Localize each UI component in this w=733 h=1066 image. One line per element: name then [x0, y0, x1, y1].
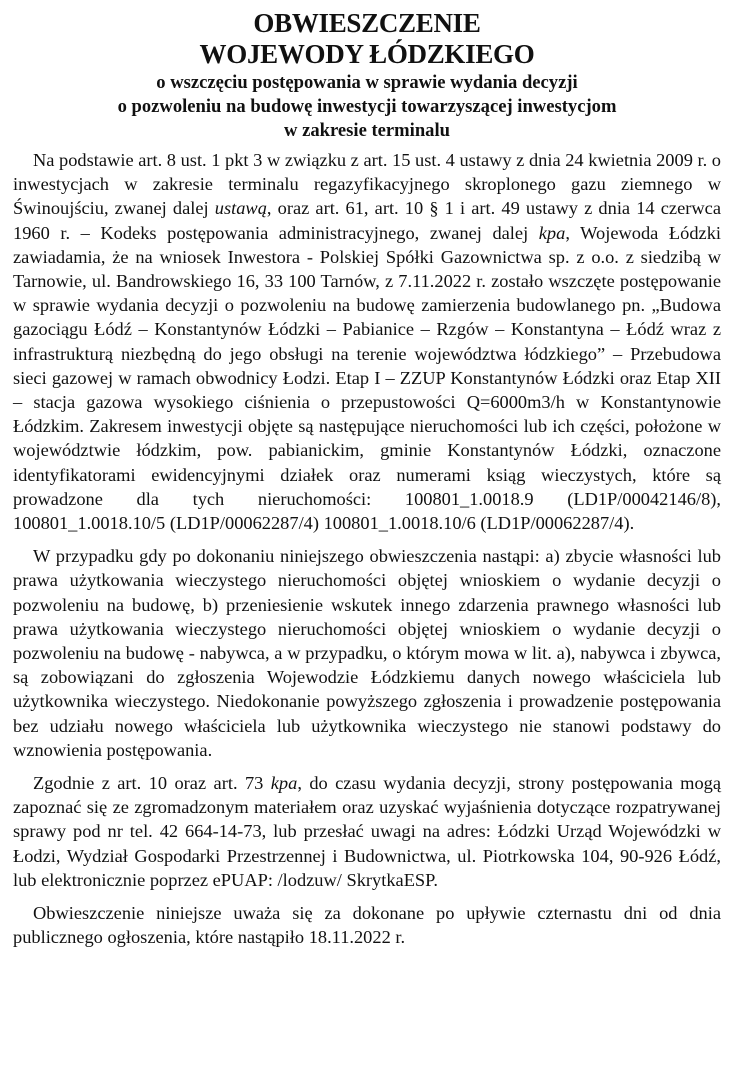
paragraph-1-text-c: , Wojewoda Łódzki zawiadamia, że na wniosek Inwestora - Polskiej Spółki Gazownictwa sp. z o.o. z siedzibą w Tarnowie, ul. Bandrowskiego 16, 33 100 Tarnów, z 7.11.2022 r. zostało wszczęte postępowanie w sprawie wydania decyzji o pozwoleniu na budowę zamierzenia budowlanego pn. „Budowa gazociągu Łódź – Konstantynów Łódzki – Pabianice – Rzgów – Konstantyna – Łódź wraz z infrastrukturą niezbędną do jego obsługi na terenie województwa łódzkiego” – Przebudowa sieci gazowej w ramach obwodnicy Łodzi. Etap I – ZZUP Konstantynów Łódzki oraz Etap XII – stacja gazowa wysokiego ciśnienia o przepustowości Q=6000m3/h w Konstantynowie Łódzkim. Zakresem inwestycji objęte są następujące nieruchomości lub ich części, położone w województwie łódzkim, pow. pabianickim, gminie Konstantynów Łódzki, oznaczone identyfikatorami ewidencyjnymi działek oraz numerami ksiąg wieczystych, które są prowadzone dla tych nieruchomości: 100801_1.0018.9 (LD1P/00042146/8), 100801_1.0018.10/5 (LD1P/00062287/4) 100801_1.0018.10/6 (LD1P/00062287/4).	[13, 222, 721, 534]
subtitle-line-3: w zakresie terminalu	[284, 120, 450, 141]
paragraph-1-text-a: Na podstawie art. 8 ust. 1 pkt 3 w związku z art. 15 ust. 4 ustawy z dnia 24 kwietnia 2009 r. o inwestycjach w zakresie terminalu regazyfikacyjnego skroplonego gazu ziemnego w Świnoujściu, zwanej dalej	[13, 150, 721, 219]
announcement-header	[13, 8, 721, 142]
paragraph-1-italic-kpa: kpa	[538, 222, 566, 243]
paragraph-3-italic-kpa: kpa	[270, 773, 298, 794]
paragraph-3-text-a: Zgodnie z art. 10 oraz art. 73	[33, 773, 271, 794]
paragraph-contact-info	[13, 771, 721, 892]
title-line-1: OBWIESZCZENIE	[253, 8, 481, 38]
announcement-body	[13, 148, 721, 950]
subtitle-line-1: o wszczęciu postępowania w sprawie wydania decyzji	[156, 72, 578, 93]
paragraph-1-italic-ustawa: ustawą	[214, 198, 267, 219]
title-line-2: WOJEWODY ŁÓDZKIEGO	[199, 39, 535, 69]
paragraph-1-text-b: , oraz art. 61, art. 10 § 1 i art. 49 ustawy z dnia 14 czerwca 1960 r. – Kodeks postępowania administracyjnego, zwanej dalej	[13, 198, 721, 243]
paragraph-ownership-change: W przypadku gdy po dokonaniu niniejszego obwieszczenia nastąpi: a) zbycie własności lub prawa użytkowania wieczystego nieruchomości objętej wnioskiem o wydanie decyzji o pozwoleniu na budowę, b) przeniesienie wskutek innego zdarzenia prawnego własności lub prawa użytkowania wieczystego nieruchomości objętej wnioskiem o wydanie decyzji o pozwoleniu na budowę - nabywca, a w przypadku, o którym mowa w lit. a), nabywca i zbywca, są zobowiązani do zgłoszenia Wojewodzie Łódzkiemu danych nowego właściciela lub użytkownika wieczystego. Niedokonanie powyższego zgłoszenia i prowadzenie postępowania bez udziału nowego właściciela lub użytkownika wieczystego nie stanowi podstawy do wznowienia postępowania.	[13, 546, 721, 760]
paragraph-3-text-b: , do czasu wydania decyzji, strony postępowania mogą zapoznać się ze zgromadzonym materiałem oraz uzyskać wyjaśnienia dotyczące rozpatrywanej sprawy pod nr tel. 42 664-14-73, lub przesłać uwagi na adres: Łódzki Urząd Wojewódzki w Łodzi, Wydział Gospodarki Przestrzennej i Budownictwa, ul. Piotrkowska 104, 90-926 Łódź, lub elektronicznie poprzez ePUAP: /lodzuw/ SkrytkaESP.	[13, 773, 721, 890]
paragraph-legal-basis	[13, 148, 721, 535]
subtitle-line-2: o pozwoleniu na budowę inwestycji towarzyszącej inwestycjom	[117, 96, 617, 117]
paragraph-effective-date: Obwieszczenie niniejsze uważa się za dokonane po upływie czternastu dni od dnia publicznego ogłoszenia, które nastąpiło 18.11.2022 r.	[13, 903, 721, 948]
